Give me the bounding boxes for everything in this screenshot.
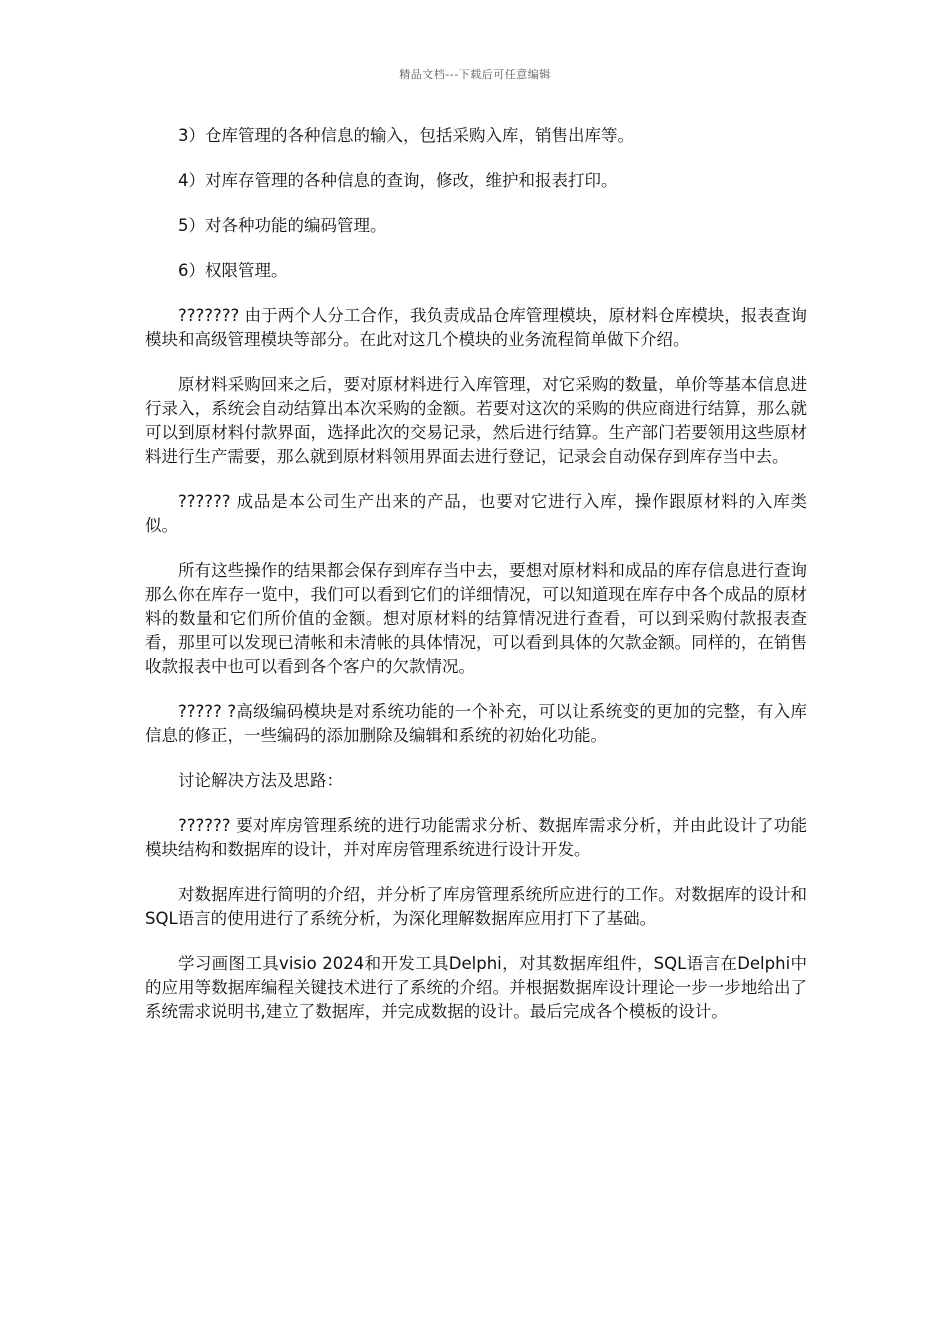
paragraph-raw-material-flow: 原材料采购回来之后，要对原材料进行入库管理，对它采购的数量，单价等基本信息进行录入，系统会自动结算出本次采购的金额。若要对这次的采购的供应商进行结算，那么就可以到原材料付款界面，选择此次的交易记录，然后进行结算。生产部门若要领用这些原材料进行生产需要，那么就到原材料领用界面去进行登记，记录会自动保存到库存当中去。 [145, 375, 807, 466]
paragraph-division-of-work: ??????? 由于两个人分工合作，我负责成品仓库管理模块，原材料仓库模块，报表查询模块和高级管理模块等部分。在此对这几个模块的业务流程简单做下介绍。 [145, 306, 807, 349]
paragraph-advanced-coding: ????? ?高级编码模块是对系统功能的一个补充，可以让系统变的更加的完整，有入库信息的修正，一些编码的添加删除及编辑和系统的初始化功能。 [145, 702, 807, 745]
paragraph-item-3: 3）仓库管理的各种信息的输入，包括采购入库，销售出库等。 [178, 126, 634, 145]
paragraph-item-6: 6）权限管理。 [178, 261, 288, 280]
paragraph-inventory-query: 所有这些操作的结果都会保存到库存当中去，要想对原材料和成品的库存信息进行查询那么你在库存一览中，我们可以看到它们的详细情况，可以知道现在库存中各个成品的原材料的数量和它们所价值的金额。想对原材料的结算情况进行查看，可以到采购付款报表查看，那里可以发现已清帐和未清帐的具体情况，可以看到具体的欠款金额。同样的，在销售收款报表中也可以看到各个客户的欠款情况。 [145, 561, 807, 676]
paragraph-database-intro: 对数据库进行简明的介绍，并分析了库房管理系统所应进行的工作。对数据库的设计和SQL语言的使用进行了系统分析，为深化理解数据库应用打下了基础。 [145, 885, 807, 928]
paragraph-item-5: 5）对各种功能的编码管理。 [178, 216, 387, 235]
document-body [145, 124, 807, 1045]
paragraph-item-4: 4）对库存管理的各种信息的查询，修改，维护和报表打印。 [178, 171, 618, 190]
paragraph-discussion-heading: 讨论解决方法及思路： [178, 771, 343, 790]
paragraph-requirements-analysis: ?????? 要对库房管理系统的进行功能需求分析、数据库需求分析，并由此设计了功能模块结构和数据库的设计，并对库房管理系统进行设计开发。 [145, 816, 807, 859]
paragraph-tools-learning: 学习画图工具visio 2024和开发工具Delphi，对其数据库组件，SQL语言在Delphi中的应用等数据库编程关键技术进行了系统的介绍。并根据数据库设计理论一步一步地给出了系统需求说明书,建立了数据库，并完成数据的设计。最后完成各个模板的设计。 [145, 954, 807, 1021]
paragraph-finished-goods: ?????? 成品是本公司生产出来的产品，也要对它进行入库，操作跟原材料的入库类似。 [145, 492, 807, 535]
page-header: 精品文档---下载后可任意编辑 [399, 68, 551, 81]
